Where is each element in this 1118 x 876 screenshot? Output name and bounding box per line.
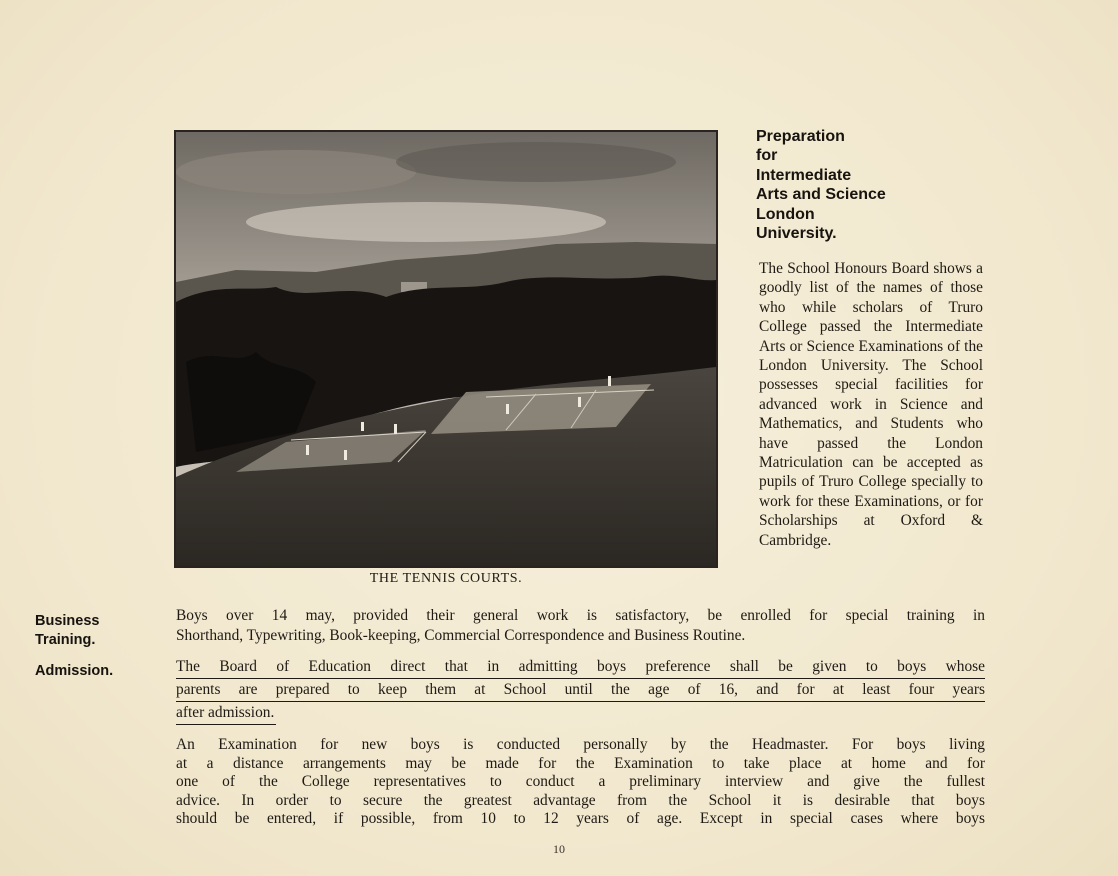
sidebar-heading (756, 127, 986, 243)
text-line: one of the College representatives to conduct a preliminary interview and give the fullest (176, 773, 985, 791)
text-line: should be entered, if possible, from 10 to 12 years of age. Except in special cases where boys (176, 810, 985, 828)
photo-caption: THE TENNIS COURTS. (369, 571, 523, 586)
underlined-line: after admission. (176, 702, 276, 725)
tennis-courts-image (176, 132, 716, 566)
sidebar-heading-line: Intermediate (756, 166, 852, 184)
text-line: An Examination for new boys is conducted personally by the Headmaster. For boys living (176, 736, 985, 753)
sidebar-heading-line: for (756, 147, 778, 165)
text-line: Shorthand, Typewriting, Book-keeping, Commercial Correspondence and Business Routine. (176, 626, 746, 644)
admission-underlined-paragraph (176, 656, 985, 725)
underlined-line: parents are prepared to keep them at School until the age of 16, and for at least four years (176, 679, 985, 702)
business-training-label (35, 612, 99, 650)
text-line: Boys over 14 may, provided their general work is satisfactory, be enrolled for special training in (176, 607, 985, 624)
sidebar-heading-line: London (756, 205, 815, 223)
sidebar-heading-line: University. (756, 225, 837, 243)
margin-label-line: Training. (35, 632, 96, 648)
sidebar-heading-line: Arts and Science (756, 186, 886, 204)
text-line: advice. In order to secure the greatest advantage from the School it is desirable that boys (176, 791, 985, 809)
sidebar-heading-line: Preparation (756, 128, 845, 145)
margin-label-line: Business (35, 613, 100, 629)
tennis-courts-photo (174, 130, 718, 568)
underlined-line: The Board of Education direct that in admitting boys preference shall be given to boys whose (176, 656, 985, 679)
business-training-paragraph (176, 606, 985, 645)
page-number: 10 (553, 842, 565, 856)
text-line: at a distance arrangements may be made for the Examination to take place at home and for (176, 754, 985, 772)
honours-board-paragraph: The School Honours Board shows a goodly list of the names of those who while scholars of Truro College passed the Intermediate Arts or Science Examinations of the London University. The School possesses special facilities for advanced work in Science and Mathematics, and Students who have passed the London Matriculation can be accepted as pupils of Truro College specially to work for these Examinations, or for Scholarships at Oxford & Cambridge. (759, 260, 983, 549)
examination-paragraph (176, 736, 985, 829)
admission-label: Admission. (35, 663, 114, 679)
